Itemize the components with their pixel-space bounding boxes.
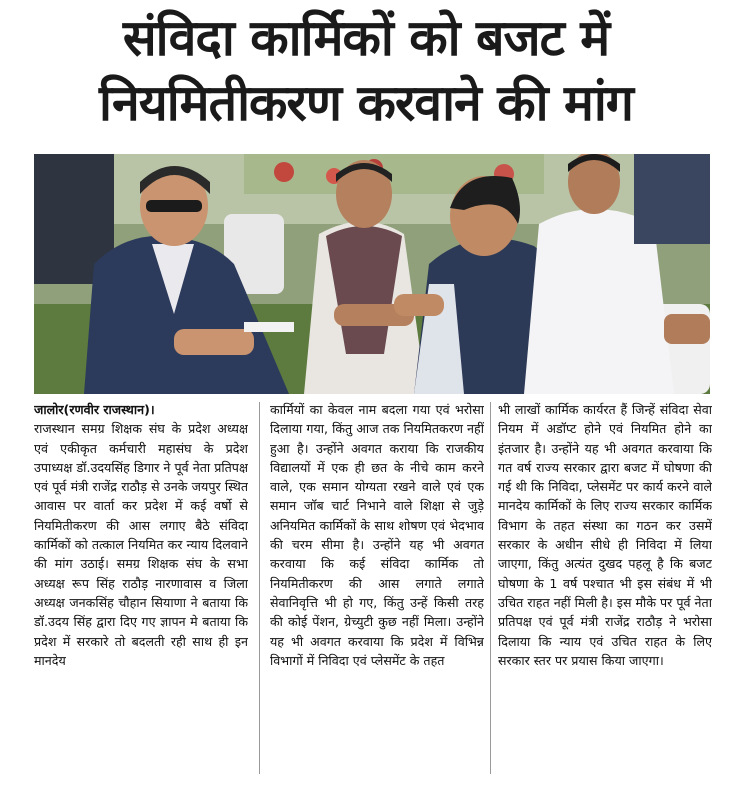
article-columns [34,400,710,776]
photo-of-meeting-icon [34,154,710,394]
headline-line-1: संविदा कार्मिकों को बजट में [122,9,610,67]
headline [0,6,732,136]
article-dateline: जालोर(रणवीर राजस्थान)। [34,402,155,417]
article-paragraph-2: कार्मियों का केवल नाम बदला गया एवं भरोसा दिलाया गया, किंतु आज तक नियमितकरण नहीं हुआ है। उन्होंने अवगत कराया कि राजकीय विद्यालयों में एक ही छत के नीचे काम करने वाले, एक समान योग्यता रखने वाले एवं एक समान जॉब चार्ट निभाने वाले शिक्षा से जुड़े अनियमित कार्मिकों के साथ शोषण एवं भेदभाव की चरम सीमा है। उन्होंने यह भी अवगत करवाया कि कई संविदा कार्मिक तो नियमितीकरण की आस लगाते लगाते सेवानिवृत्ति भी हो गए, किंतु उन्हें किसी तरह की कोई पेंशन, ग्रेच्युटी कुछ नहीं मिला। उन्होंने यह भी अवगत करवाया कि प्रदेश में विभिन्न विभागों में निविदा एवं प्लेसमेंट के तहत [270,402,484,668]
article-column-3 [498,400,712,776]
article-paragraph-1: राजस्थान समग्र शिक्षक संघ के प्रदेश अध्यक्ष एवं एकीकृत कर्मचारी महासंघ के प्रदेश उपाध्यक्ष डॉ.उदयसिंह डिगार ने पूर्व नेता प्रतिपक्ष एवं पूर्व मंत्री राजेंद्र राठौड़ से उनके जयपुर स्थित आवास पर वार्ता कर प्रदेश में कई वर्षो से नियमितीकरण की आस लगाए बैठे संविदा कार्मिकों को तत्काल नियमित कर न्याय दिलवाने की मांग उठाई। समग्र शिक्षक संघ के सभा अध्यक्ष रूप सिंह राठौड़ नारणावास व जिला अध्यक्ष जनकसिंह चौहान सियाणा ने बताया कि डॉ.उदय सिंह द्वारा दिए गए ज्ञापन मे बताया कि प्रदेश में सरकारे तो बदलती रही साथ ही इन मानदेय [34,421,248,668]
column-divider [259,402,260,774]
article-paragraph-3: भी लाखों कार्मिक कार्यरत हैं जिन्हें संविदा सेवा नियम में अडॉप्ट होने एवं नियमित होने का इंतजार है। उन्होंने यह भी अवगत करवाया कि गत वर्ष राज्य सरकार द्वारा बजट में घोषणा की गई थी कि निविदा, प्लेसमेंट पर कार्य करने वाले मानदेय कार्मिकों के लिए राज्य सरकार कार्मिक विभाग के तहत संस्था का गठन कर उसमें सरकार के अधीन सीधे ही निविदा में लिया जाएगा, किंतु अत्यंत दुखद पहलू है कि बजट घोषणा के 1 वर्ष पश्चात भी इस संबंध में भी उचित राहत नहीं मिली है। इस मौके पर पूर्व नेता प्रतिपक्ष एवं पूर्व मंत्री राजेंद्र राठौड़ ने भरोसा दिलाया कि न्याय एवं उचित राहत के लिए सरकार स्तर पर प्रयास किया जाएगा। [498,402,712,668]
column-divider [490,402,491,774]
headline-line-2: नियमितीकरण करवाने की मांग [99,74,633,132]
article-column-2 [270,400,484,776]
article-column-1 [34,400,248,776]
news-photo [34,154,710,394]
